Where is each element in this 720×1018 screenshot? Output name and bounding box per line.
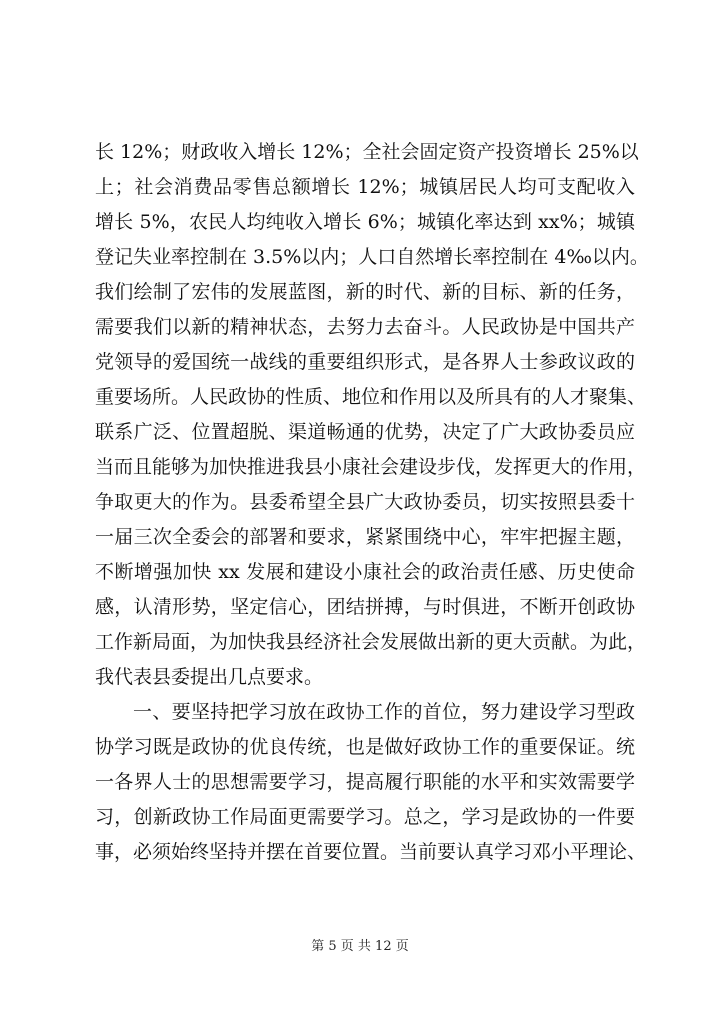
body-text bbox=[95, 135, 649, 870]
text-line: 一各界人士的思想需要学习，提高履行职能的水平和实效需要学 bbox=[95, 771, 635, 793]
text-line: 一、要坚持把学习放在政协工作的首位，努力建设学习型政 bbox=[133, 701, 635, 723]
text-line: 联系广泛、位置超脱、渠道畅通的优势，决定了广大政协委员应 bbox=[95, 421, 635, 443]
text-line: 增长 5%，农民人均纯收入增长 6%；城镇化率达到 xx%；城镇 bbox=[95, 211, 635, 233]
text-line: 习，创新政协工作局面更需要学习。总之，学习是政协的一件要 bbox=[95, 806, 635, 828]
text-line: 争取更大的作为。县委希望全县广大政协委员，切实按照县委十 bbox=[95, 491, 635, 513]
text-line: 事，必须始终坚持并摆在首要位置。当前要认真学习邓小平理论、 bbox=[95, 841, 647, 863]
page-number-label: 第 5 页 共 12 页 bbox=[311, 939, 409, 954]
text-line: 一届三次全委会的部署和要求，紧紧围绕中心，牢牢把握主题， bbox=[95, 526, 635, 548]
text-line: 登记失业率控制在 3.5%以内；人口自然增长率控制在 4‰以内。 bbox=[95, 246, 649, 268]
text-line: 不断增强加快 xx 发展和建设小康社会的政治责任感、历史使命 bbox=[95, 561, 635, 583]
text-line: 我们绘制了宏伟的发展蓝图，新的时代、新的目标、新的任务， bbox=[95, 281, 635, 303]
text-line: 工作新局面，为加快我县经济社会发展做出新的更大贡献。为此， bbox=[95, 631, 647, 653]
text-line: 协学习既是政协的优良传统，也是做好政协工作的重要保证。统 bbox=[95, 736, 635, 758]
text-line: 需要我们以新的精神状态，去努力去奋斗。人民政协是中国共产 bbox=[95, 316, 635, 338]
text-line: 我代表县委提出几点要求。 bbox=[95, 666, 324, 688]
text-line: 当而且能够为加快推进我县小康社会建设步伐，发挥更大的作用， bbox=[95, 456, 647, 478]
page-footer bbox=[0, 938, 720, 956]
text-line: 感，认清形势，坚定信心，团结拼搏，与时俱进，不断开创政协 bbox=[95, 596, 635, 618]
text-line: 党领导的爱国统一战线的重要组织形式，是各界人士参政议政的 bbox=[95, 351, 635, 373]
text-line: 长 12%；财政收入增长 12%；全社会固定资产投资增长 25%以 bbox=[95, 141, 639, 163]
text-line: 重要场所。人民政协的性质、地位和作用以及所具有的人才聚集、 bbox=[95, 386, 647, 408]
text-line: 上；社会消费品零售总额增长 12%；城镇居民人均可支配收入 bbox=[95, 176, 635, 198]
